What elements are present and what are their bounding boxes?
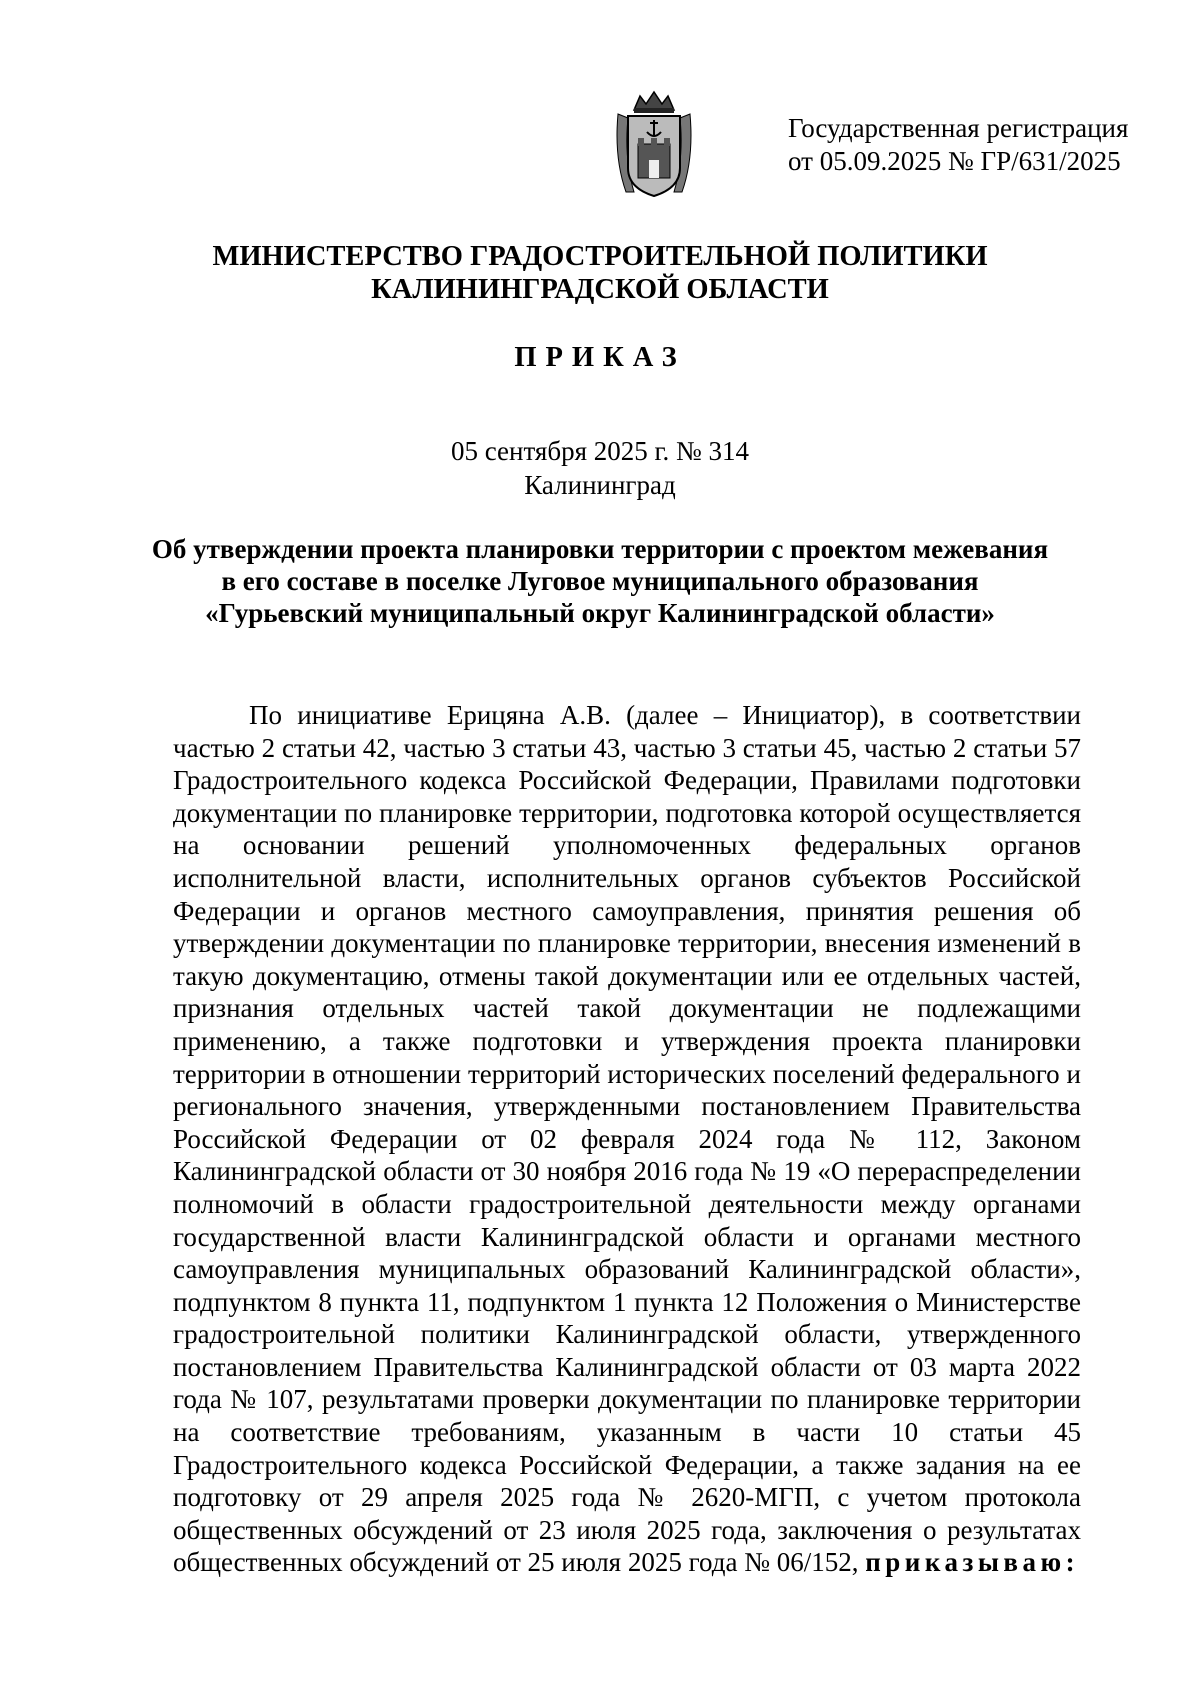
order-date-number: 05 сентября 2025 г. № 314 (450, 436, 750, 466)
registration-line-2: от 05.09.2025 № ГР/631/2025 (788, 146, 1121, 176)
coat-of-arms-icon (612, 88, 696, 200)
ministry-line-2: КАЛИНИНГРАДСКОЙ ОБЛАСТИ (371, 274, 829, 305)
subject-line-2: в его составе в поселке Луговое муниципального образования (221, 566, 979, 596)
ministry-line-1: МИНИСТЕРСТВО ГРАДОСТРОИТЕЛЬНОЙ ПОЛИТИКИ (212, 241, 988, 272)
order-date-block (0, 434, 1200, 502)
order-title: ПРИКАЗ (514, 342, 686, 373)
order-city: Калининград (524, 470, 676, 500)
subject-line-1: Об утверждении проекта планировки территории с проектом межевания (151, 534, 1049, 564)
order-keyword: приказываю: (865, 1547, 1080, 1578)
registration-stamp (788, 112, 1128, 178)
order-body-paragraph (173, 699, 1081, 1579)
body-text: По инициативе Ерицяна А.В. (далее – Инициатор), в соответствии частью 2 статьи 42, частью 3 статьи 43, частью 3 статьи 45, частью 2 статьи 57 Градостроительного кодекса Российской Федерации, Правилами подготовки документации по планировке территории, подготовка которой осуществляется на основании решений уполномоченных федеральных органов исполнительной власти, исполнительных органов субъектов Российской Федерации и органов местного самоуправления, принятия решения об утверждении документации по планировке территории, внесения изменений в такую документацию, отмены такой документации или ее отдельных частей, признания отдельных частей такой документации не подлежащими применению, а также подготовки и утверждения проекта планировки территории в отношении территорий исторических поселений федерального и регионального значения, утвержденными постановлением Правительства Российской Федерации от 02 февраля 2024 года № 112, Законом Калининградской области от 30 ноября 2016 года № 19 «О перераспределении полномочий в области градостроительной деятельности между органами государственной власти Калининградской области и органами местного самоуправления муниципальных образований Калининградской области», подпунктом 8 пункта 11, подпунктом 1 пункта 12 Положения о Министерстве градостроительной политики Калининградской области, утвержденного постановлением Правительства Калининградской области от 03 марта 2022 года № 107, результатами проверки документации по планировке территории на соответствие требованиям, указанным в части 10 статьи 45 Градостроительного кодекса Российской Федерации, а также задания на ее подготовку от 29 апреля 2025 года № 2620-МГП, с учетом протокола общественных обсуждений от 23 июля 2025 года, заключения о результатах общественных обсуждений от 25 июля 2025 года № 06/152, (173, 700, 1081, 1578)
subject-line-3: «Гурьевский муниципальный округ Калининградской области» (205, 598, 995, 628)
ministry-name (0, 240, 1200, 306)
registration-line-1: Государственная регистрация (788, 113, 1129, 143)
order-subject (0, 533, 1200, 629)
